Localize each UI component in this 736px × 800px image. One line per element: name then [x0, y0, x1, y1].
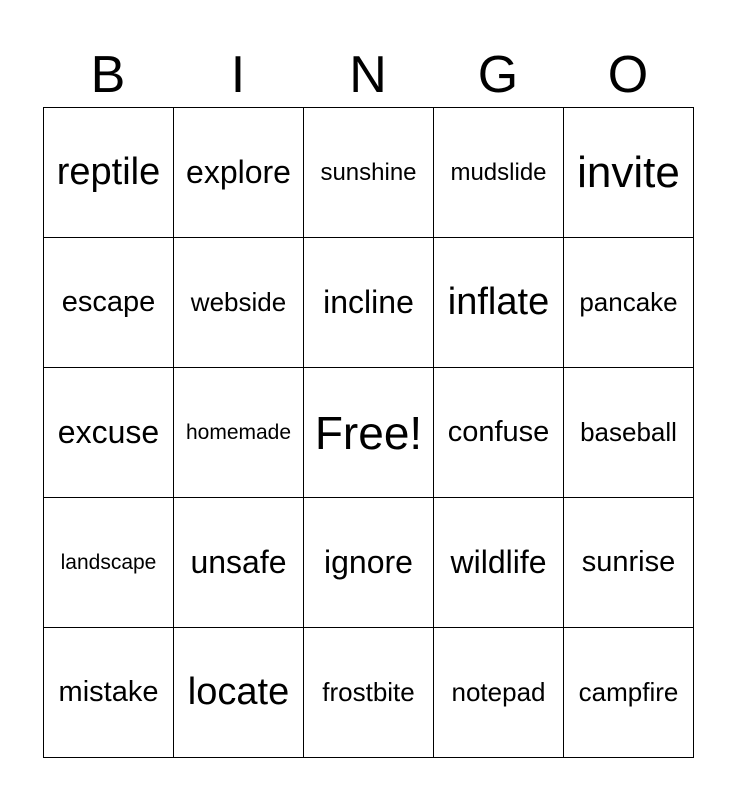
- bingo-cell-r1c3[interactable]: sunshine: [304, 108, 434, 238]
- bingo-cell-r4c1[interactable]: landscape: [44, 498, 174, 628]
- bingo-cell-r3c1[interactable]: excuse: [44, 368, 174, 498]
- bingo-cell-r5c3[interactable]: frostbite: [304, 628, 434, 758]
- bingo-cell-r4c2[interactable]: unsafe: [174, 498, 304, 628]
- bingo-cell-r4c5[interactable]: sunrise: [564, 498, 694, 628]
- bingo-cell-r1c1[interactable]: reptile: [44, 108, 174, 238]
- bingo-cell-r5c1[interactable]: mistake: [44, 628, 174, 758]
- header-letter-o: O: [607, 46, 649, 104]
- bingo-cell-r2c4[interactable]: inflate: [434, 238, 564, 368]
- bingo-cell-r2c2[interactable]: webside: [174, 238, 304, 368]
- bingo-cell-r5c2[interactable]: locate: [174, 628, 304, 758]
- bingo-cell-r4c3[interactable]: ignore: [304, 498, 434, 628]
- bingo-grid: [43, 107, 694, 758]
- header-letter-n: N: [349, 46, 387, 104]
- header-letter-g: G: [477, 46, 519, 104]
- bingo-cell-r1c2[interactable]: explore: [174, 108, 304, 238]
- bingo-cell-r5c4[interactable]: notepad: [434, 628, 564, 758]
- header-letter-i: I: [230, 46, 246, 104]
- bingo-cell-r3c4[interactable]: confuse: [434, 368, 564, 498]
- bingo-cell-r2c1[interactable]: escape: [44, 238, 174, 368]
- bingo-cell-r3c2[interactable]: homemade: [174, 368, 304, 498]
- bingo-cell-r5c5[interactable]: campfire: [564, 628, 694, 758]
- bingo-cell-free[interactable]: Free!: [304, 368, 434, 498]
- bingo-cell-r1c5[interactable]: invite: [564, 108, 694, 238]
- bingo-cell-r2c3[interactable]: incline: [304, 238, 434, 368]
- header-letter-b: B: [90, 46, 126, 104]
- bingo-cell-r1c4[interactable]: mudslide: [434, 108, 564, 238]
- bingo-cell-r3c5[interactable]: baseball: [564, 368, 694, 498]
- bingo-cell-r4c4[interactable]: wildlife: [434, 498, 564, 628]
- bingo-cell-r2c5[interactable]: pancake: [564, 238, 694, 368]
- bingo-header: [43, 42, 693, 108]
